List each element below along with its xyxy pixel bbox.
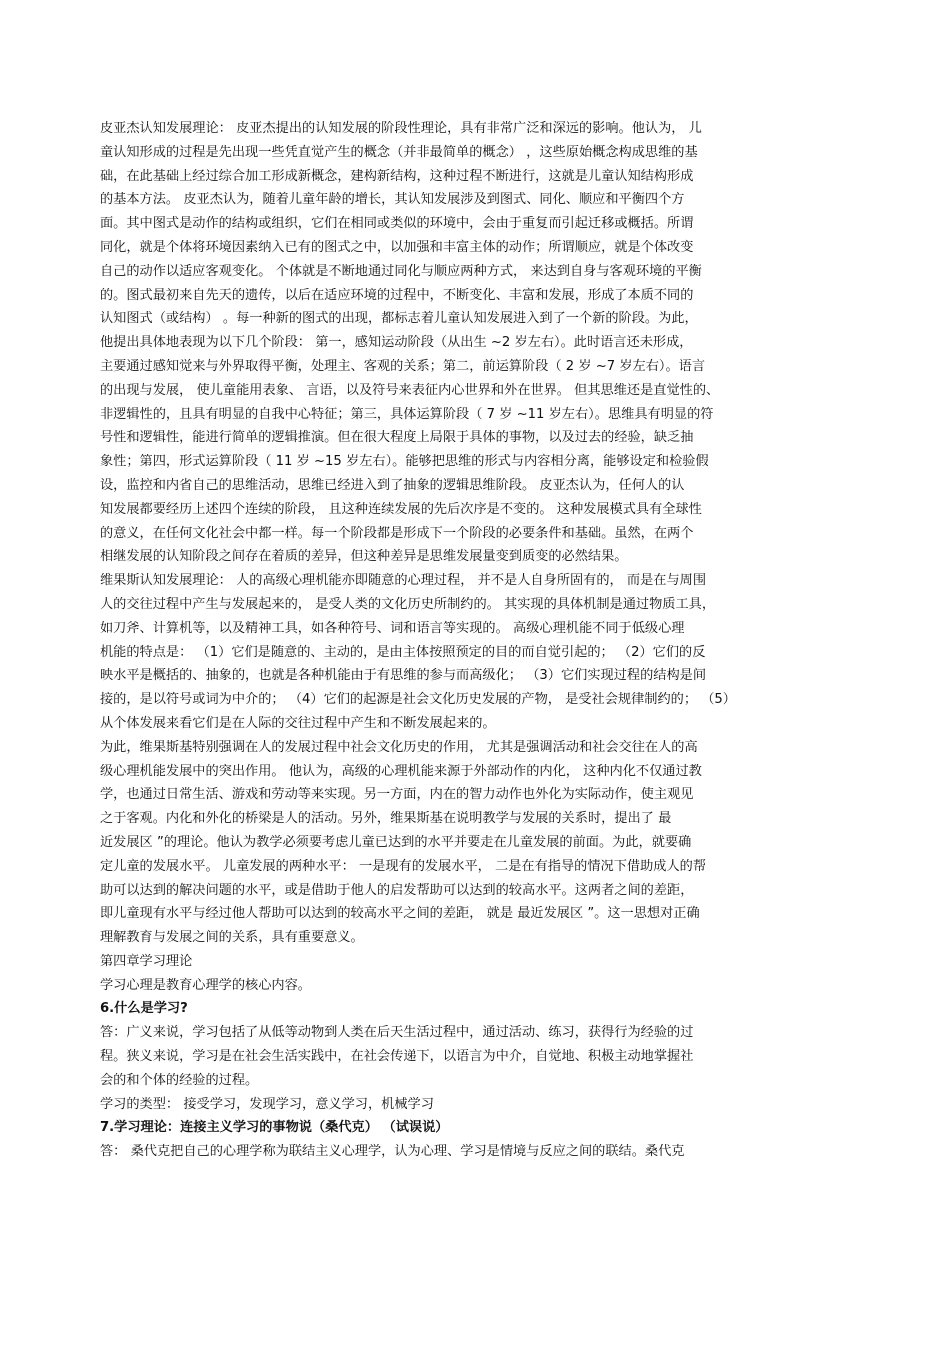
text-line: 皮亚杰认知发展理论： 皮亚杰提出的认知发展的阶段性理论，具有非常广泛和深远的影响。他认为， 儿 [100, 121, 702, 136]
text-line: 机能的特点是： （1）它们是随意的、主动的，是由主体按照预定的目的而自觉引起的； （2）它们的反 [100, 644, 706, 660]
text-line: 近发展区 ”的理论。他认为教学必须要考虑儿童已达到的水平并要走在儿童发展的前面。为此，就要确 [100, 834, 692, 850]
text-line: 同化，就是个体将环境因素纳入已有的图式之中，以加强和丰富主体的动作；所谓顺应，就是个体改变 [100, 239, 694, 255]
text-line: 即儿童现有水平与经过他人帮助可以达到的较高水平之间的差距， 就是 最近发展区 ”。这一思想对正确 [100, 906, 700, 922]
text-line: 会的和个体的经验的过程。 [100, 1072, 259, 1088]
text-line: 设，监控和内省自己的思维活动，思维已经进入到了抽象的逻辑思维阶段。 皮亚杰认为，任何人的认 [100, 477, 685, 493]
text-line: 7.学习理论：连接主义学习的事物说（桑代克） （试误说） [100, 1120, 449, 1136]
text-line: 号性和逻辑性，能进行简单的逻辑推演。但在很大程度上局限于具体的事物，以及过去的经验，缺乏抽 [100, 430, 694, 446]
text-line: 维果斯认知发展理论： 人的高级心理机能亦即随意的心理过程， 并不是人自身所固有的， 而是在与周围 [100, 573, 707, 589]
text-line: 答： 桑代克把自己的心理学称为联结主义心理学，认为心理、学习是情境与反应之间的联结。桑代克 [100, 1144, 685, 1160]
text-line: 定儿童的发展水平。 儿童发展的两种水平： 一是现有的发展水平， 二是在有指导的情况下借助成人的帮 [100, 858, 707, 874]
text-line: 从个体发展来看它们是在人际的交往过程中产生和不断发展起来的。 [100, 715, 496, 731]
text-line: 相继发展的认知阶段之间存在着质的差异，但这种差异是思维发展量变到质变的必然结果。 [100, 549, 628, 565]
text-line: 非逻辑性的，且具有明显的自我中心特征；第三，具体运算阶段（ 7 岁 ~11 岁左右）。思维具有明显的符 [100, 406, 714, 422]
text-line: 如刀斧、计算机等，以及精神工具，如各种符号、词和语言等实现的。 高级心理机能不同于低级心理 [100, 620, 685, 636]
text-line: 答：广义来说，学习包括了从低等动物到人类在后天生活过程中，通过活动、练习，获得行为经验的过 [100, 1025, 694, 1041]
text-line: 的出现与发展， 使儿童能用表象、 言语，以及符号来表征内心世界和外在世界。 但其思维还是直觉性的、 [100, 382, 720, 398]
text-line: 理解教育与发展之间的关系，具有重要意义。 [100, 930, 364, 946]
text-line: 的。图式最初来自先天的遗传，以后在适应环境的过程中，不断变化、丰富和发展，形成了本质不同的 [100, 287, 694, 303]
text-line: 知发展都要经历上述四个连续的阶段， 且这种连续发展的先后次序是不变的。 这种发展模式具有全球性 [100, 501, 702, 517]
text-line: 人的交往过程中产生与发展起来的， 是受人类的文化历史所制约的。 其实现的具体机制是通过物质工具， [100, 596, 716, 612]
text-line: 童认知形成的过程是先出现一些凭直觉产生的概念（并非最简单的概念） ，这些原始概念构成思维的基 [100, 144, 698, 160]
text-line: 础，在此基础上经过综合加工形成新概念，建构新结构，这种过程不断进行，这就是儿童认知结构形成 [100, 168, 694, 184]
text-line: 第四章学习理论 [100, 953, 193, 969]
text-line: 映水平是概括的、抽象的，也就是各种机能由于有思维的参与而高级化； （3）它们实现过程的结构是间 [100, 668, 707, 684]
text-line: 接的，是以符号或词为中介的； （4）它们的起源是社会文化历史发展的产物， 是受社会规律制约的； （5） [100, 692, 736, 708]
text-line: 主要通过感知觉来与外界取得平衡，处理主、客观的关系；第二，前运算阶段（ 2 岁 ~7 岁左右）。语言 [100, 358, 706, 374]
text-line: 象性；第四，形式运算阶段（ 11 岁 ~15 岁左右）。能够把思维的形式与内容相分离，能够设定和检验假 [100, 454, 709, 470]
text-line: 认知图式（或结构） 。每一种新的图式的出现，都标志着儿童认知发展进入到了一个新的阶段。为此， [100, 311, 698, 327]
text-line: 级心理机能发展中的突出作用。 他认为，高级的心理机能来源于外部动作的内化， 这种内化不仅通过教 [100, 763, 702, 779]
text-line: 为此，维果斯基特别强调在人的发展过程中社会文化历史的作用， 尤其是强调活动和社会交往在人的高 [100, 739, 698, 755]
document-body [100, 117, 850, 1164]
text-line: 助可以达到的解决问题的水平，或是借助于他人的启发帮助可以达到的较高水平。这两者之间的差距， [100, 882, 694, 898]
text-line: 之于客观。内化和外化的桥梁是人的活动。另外，维果斯基在说明教学与发展的关系时，提出了 最 [100, 811, 672, 827]
text-line: 面。其中图式是动作的结构或组织，它们在相同或类似的环境中，会由于重复而引起迁移或概括。所谓 [100, 216, 694, 232]
text-line: 自己的动作以适应客观变化。 个体就是不断地通过同化与顺应两种方式， 来达到自身与客观环境的平衡 [100, 263, 702, 279]
text-line: 程。狭义来说，学习是在社会生活实践中，在社会传递下，以语言为中介，自觉地、积极主动地掌握社 [100, 1049, 694, 1065]
text-line: 学，也通过日常生活、游戏和劳动等来实现。另一方面，内在的智力动作也外化为实际动作，使主观见 [100, 787, 694, 803]
text-line: 学习的类型： 接受学习，发现学习，意义学习，机械学习 [100, 1096, 434, 1112]
text-line: 的基本方法。 皮亚杰认为，随着儿童年龄的增长，其认知发展涉及到图式、同化、顺应和平衡四个方 [100, 192, 685, 208]
text-line: 学习心理是教育心理学的核心内容。 [100, 977, 311, 993]
text-line: 他提出具体地表现为以下几个阶段： 第一，感知运动阶段（从出生 ~2 岁左右）。此时语言还未形成， [100, 335, 693, 351]
text-line: 6.什么是学习? [100, 1001, 188, 1017]
text-line: 的意义，在任何文化社会中都一样。每一个阶段都是形成下一个阶段的必要条件和基础。虽然，在两个 [100, 525, 694, 541]
